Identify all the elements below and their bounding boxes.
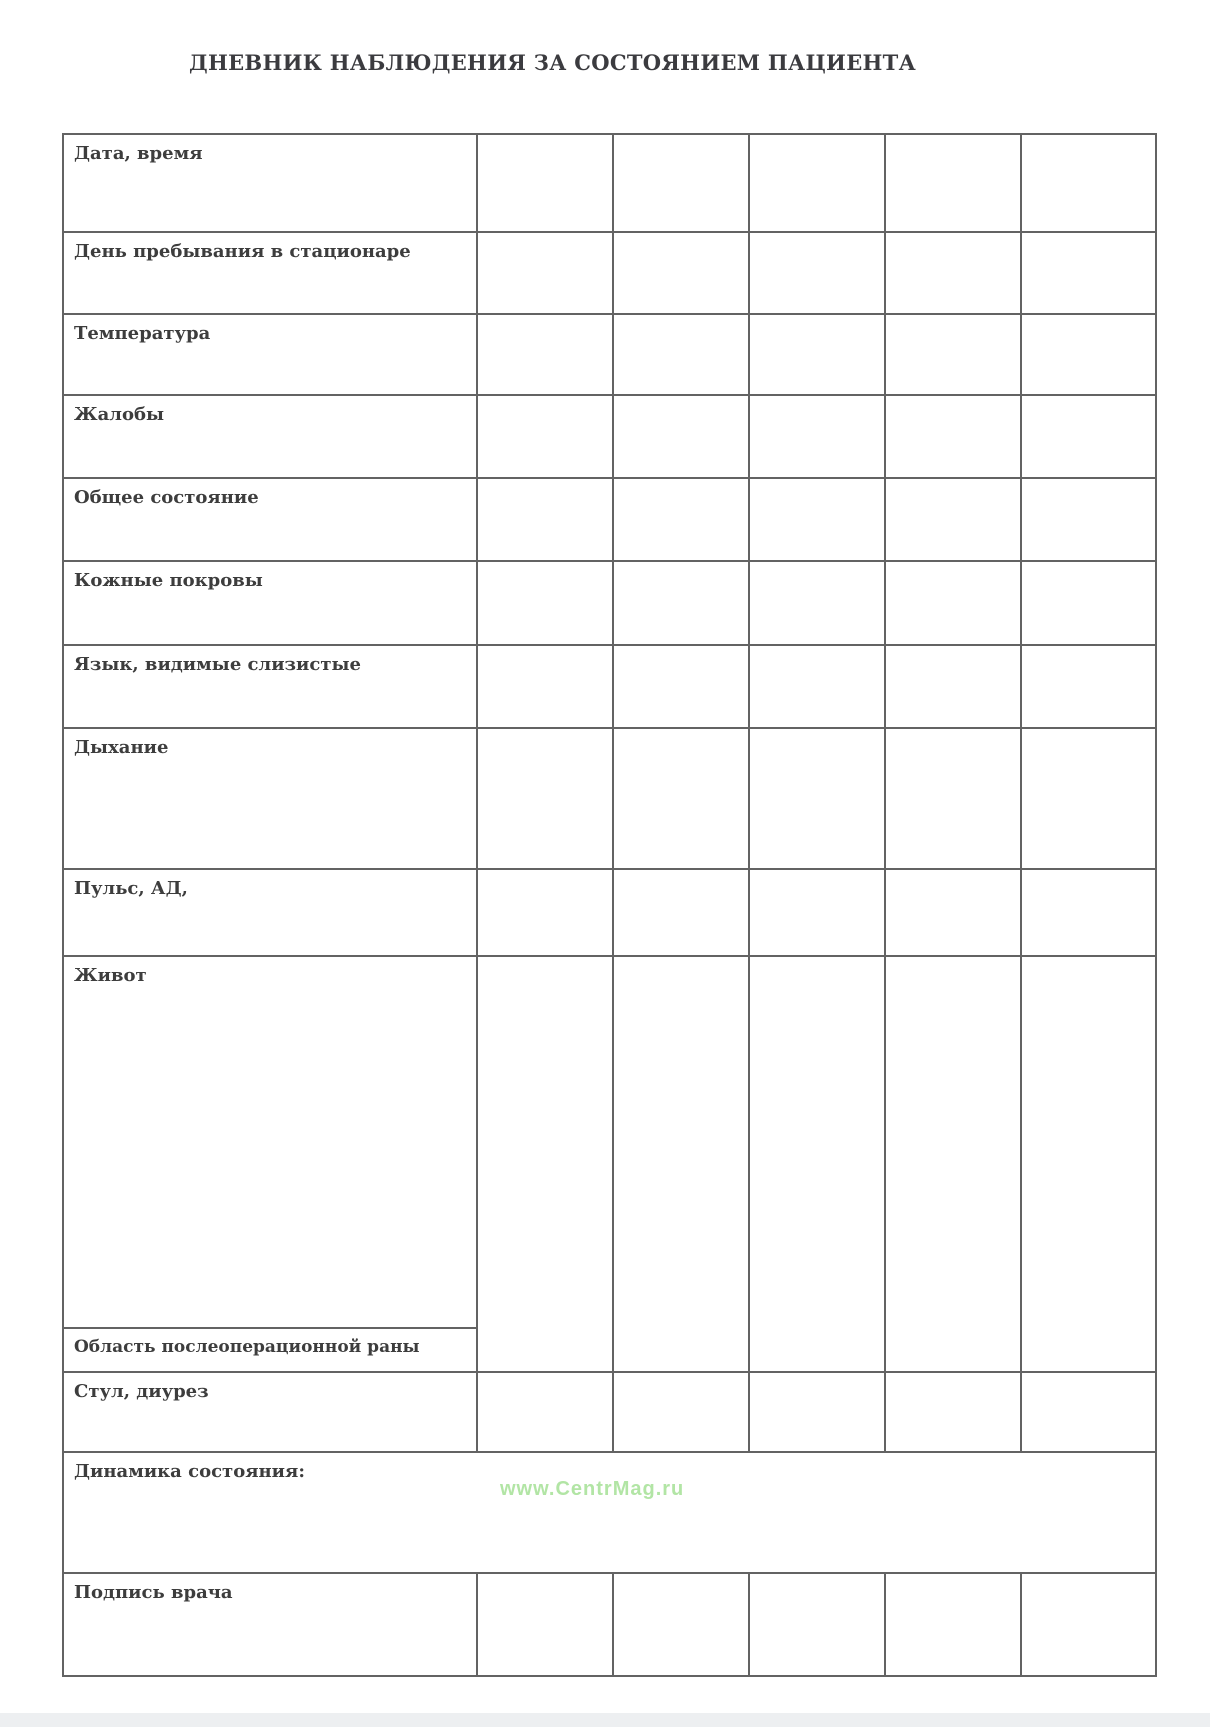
empty-cell <box>477 561 613 645</box>
empty-cell <box>613 395 749 478</box>
row-label-general-condition: Общее состояние <box>63 478 477 561</box>
row-label-date-time: Дата, время <box>63 134 477 232</box>
empty-cell <box>885 869 1021 956</box>
table-row <box>63 956 1156 1328</box>
empty-cell <box>477 956 613 1372</box>
empty-cell <box>477 134 613 232</box>
empty-cell <box>885 314 1021 395</box>
empty-cell <box>613 561 749 645</box>
empty-cell <box>749 561 885 645</box>
empty-cell <box>613 314 749 395</box>
empty-cell <box>749 728 885 869</box>
empty-cell <box>613 134 749 232</box>
empty-cell <box>1021 1372 1156 1452</box>
empty-cell <box>885 728 1021 869</box>
table-row <box>63 134 1156 232</box>
empty-cell <box>1021 395 1156 478</box>
empty-cell <box>477 314 613 395</box>
table-row <box>63 561 1156 645</box>
row-label-pulse-bp: Пульс, АД, <box>63 869 477 956</box>
row-label-tongue-mucosa: Язык, видимые слизистые <box>63 645 477 728</box>
empty-cell <box>749 395 885 478</box>
empty-cell <box>613 478 749 561</box>
table-row <box>63 1573 1156 1676</box>
empty-cell <box>477 869 613 956</box>
empty-cell <box>885 1372 1021 1452</box>
row-label-condition-dynamics: Динамика состояния: <box>63 1452 1156 1573</box>
row-label-skin: Кожные покровы <box>63 561 477 645</box>
row-label-temperature: Температура <box>63 314 477 395</box>
empty-cell <box>749 869 885 956</box>
empty-cell <box>749 232 885 314</box>
page-title: ДНЕВНИК НАБЛЮДЕНИЯ ЗА СОСТОЯНИЕМ ПАЦИЕНТА <box>189 50 916 75</box>
centrmag-watermark: www.CentrMag.ru <box>500 1478 685 1500</box>
empty-cell <box>885 645 1021 728</box>
empty-cell <box>613 645 749 728</box>
empty-cell <box>613 956 749 1372</box>
row-label-doctor-signature: Подпись врача <box>63 1573 477 1676</box>
empty-cell <box>1021 869 1156 956</box>
row-label-postop-wound-area: Область послеоперационной раны <box>63 1328 477 1372</box>
empty-cell <box>885 232 1021 314</box>
empty-cell <box>477 728 613 869</box>
empty-cell <box>613 869 749 956</box>
empty-cell <box>749 956 885 1372</box>
empty-cell <box>1021 134 1156 232</box>
empty-cell <box>613 232 749 314</box>
empty-cell <box>477 478 613 561</box>
empty-cell <box>477 395 613 478</box>
row-label-abdomen: Живот <box>63 956 477 1328</box>
bottom-gray-bar <box>0 1713 1210 1727</box>
row-label-complaints: Жалобы <box>63 395 477 478</box>
row-label-stool-diuresis: Стул, диурез <box>63 1372 477 1452</box>
empty-cell <box>885 561 1021 645</box>
empty-cell <box>749 478 885 561</box>
empty-cell <box>613 728 749 869</box>
empty-cell <box>477 1372 613 1452</box>
empty-cell <box>1021 561 1156 645</box>
table-row <box>63 645 1156 728</box>
table-row <box>63 1372 1156 1452</box>
table-row <box>63 1452 1156 1573</box>
table-row <box>63 728 1156 869</box>
empty-cell <box>1021 478 1156 561</box>
table-row <box>63 314 1156 395</box>
empty-cell <box>749 134 885 232</box>
table-row <box>63 232 1156 314</box>
empty-cell <box>1021 314 1156 395</box>
table-row <box>63 869 1156 956</box>
row-label-breathing: Дыхание <box>63 728 477 869</box>
empty-cell <box>749 645 885 728</box>
empty-cell <box>885 1573 1021 1676</box>
empty-cell <box>749 1573 885 1676</box>
empty-cell <box>613 1372 749 1452</box>
empty-cell <box>477 645 613 728</box>
empty-cell <box>885 956 1021 1372</box>
row-label-hospital-day: День пребывания в стационаре <box>63 232 477 314</box>
empty-cell <box>749 1372 885 1452</box>
empty-cell <box>613 1573 749 1676</box>
empty-cell <box>885 134 1021 232</box>
empty-cell <box>1021 645 1156 728</box>
empty-cell <box>885 478 1021 561</box>
empty-cell <box>1021 728 1156 869</box>
empty-cell <box>477 232 613 314</box>
empty-cell <box>1021 956 1156 1372</box>
empty-cell <box>1021 1573 1156 1676</box>
empty-cell <box>1021 232 1156 314</box>
empty-cell <box>749 314 885 395</box>
empty-cell <box>477 1573 613 1676</box>
table-row <box>63 478 1156 561</box>
empty-cell <box>885 395 1021 478</box>
table-row <box>63 395 1156 478</box>
observation-table <box>62 133 1157 1677</box>
